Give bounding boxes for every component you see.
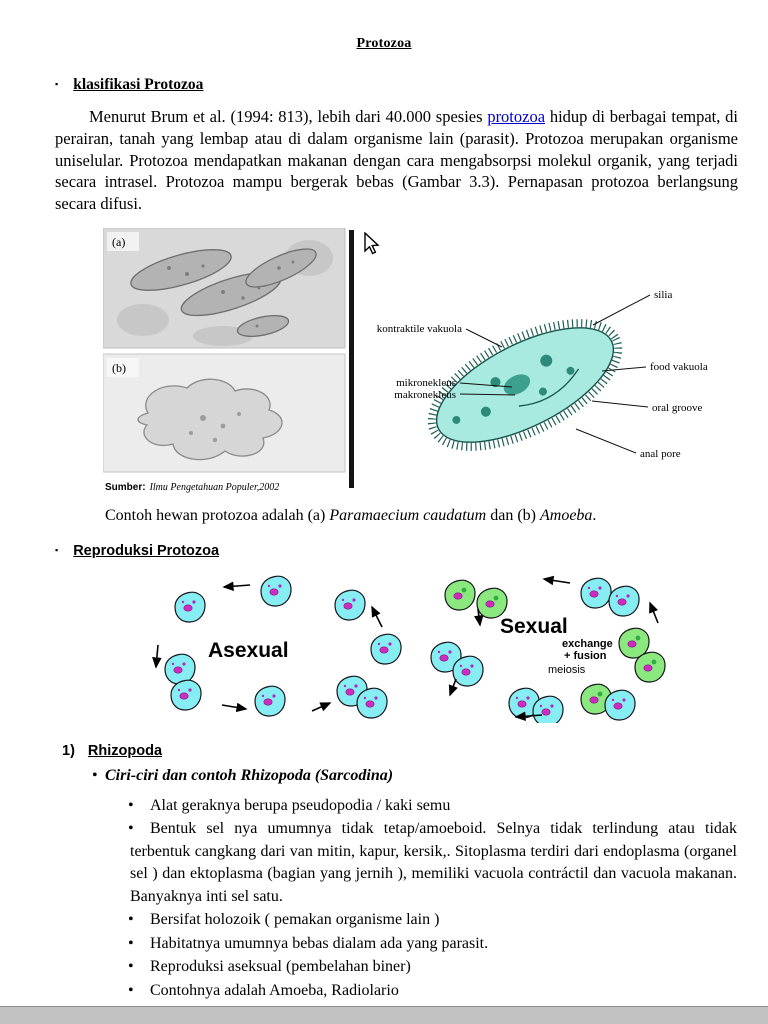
- dot-bullet-icon: •: [128, 911, 134, 929]
- micrograph-figure: [103, 228, 351, 496]
- page-bottom-edge: [0, 1006, 768, 1024]
- list-item-5: [130, 956, 737, 979]
- panel-a-label: (a): [112, 234, 126, 249]
- figure-source: [105, 482, 279, 493]
- heading-reproduksi-text: Reproduksi Protozoa: [73, 542, 220, 559]
- paragraph-text-after: hidup di berbagai tempat, di perairan, tanah yang lembap atau di dalam organisme lain (parasit). Protozoa merupakan organisme uniselular. Protozoa mendapatkan makanan dengan cara mengabsorpsi molekul organik, yang terjadi secara intrasel. Protozoa mampu bergerak bebas (Gambar 3.3). Pernapasan protozoa berlangsung secara difusi.: [55, 107, 738, 214]
- dot-bullet-icon: •: [128, 981, 134, 999]
- caption-text: Contoh hewan protozoa adalah (a): [105, 506, 330, 524]
- figure-caption: [105, 507, 738, 525]
- dot-bullet-icon: •: [128, 820, 134, 838]
- fusion-label: + fusion: [564, 649, 607, 662]
- asexual-cycle: [156, 576, 401, 718]
- list-item-3-text: Bersifat holozoik ( pemakan organisme lain ): [150, 911, 440, 929]
- dot-bullet-icon: •: [128, 958, 134, 976]
- paragraph-text-before: Menurut Brum et al. (1994: 813), lebih dari 40.000 spesies: [89, 107, 488, 126]
- square-bullet-icon: ▪: [55, 79, 59, 89]
- figure-source-text: Ilmu Pengetahuan Populer,2002: [149, 481, 280, 493]
- list-item-1-text: Alat geraknya berupa pseudopodia / kaki semu: [150, 796, 451, 814]
- panel-b-label: (b): [112, 360, 126, 375]
- ciri-ciri-text: Ciri-ciri dan contoh Rhizopoda (Sarcodina): [105, 766, 394, 784]
- dot-bullet-icon: •: [92, 766, 98, 784]
- rhizopoda-heading-text: Rhizopoda: [87, 742, 163, 759]
- mouse-cursor: [362, 232, 380, 256]
- caption-text-end: .: [592, 506, 597, 524]
- label-makronekleus: makronekleus: [394, 388, 456, 401]
- page-title: Protozoa: [356, 36, 412, 51]
- list-item-1: [130, 795, 737, 818]
- heading-reproduksi: [55, 543, 768, 559]
- rhizopoda-characteristics-list: [0, 795, 737, 1003]
- label-kontraktile-vakuola: kontraktile vakuola: [376, 322, 462, 335]
- heading-klasifikasi-text: klasifikasi Protozoa: [73, 76, 204, 93]
- caption-species-1: Paramaecium caudatum: [329, 506, 487, 524]
- label-oral-groove: oral groove: [652, 401, 703, 414]
- dot-bullet-icon: •: [128, 934, 134, 952]
- meiosis-label: meiosis: [548, 663, 586, 676]
- protozoa-link[interactable]: protozoa: [487, 107, 546, 126]
- sexual-label: Sexual: [500, 614, 568, 638]
- dot-bullet-icon: •: [128, 796, 134, 814]
- rhizopoda-number: 1): [62, 742, 75, 759]
- list-item-3: [130, 909, 737, 932]
- heading-klasifikasi: [55, 76, 768, 94]
- klasifikasi-paragraph: [55, 106, 738, 215]
- list-item-4-text: Habitatnya umumnya bebas dialam ada yang parasit.: [150, 934, 489, 952]
- list-item-6-text: Contohnya adalah Amoeba, Radiolario: [150, 981, 399, 999]
- heading-ciri-ciri: [92, 766, 738, 785]
- sexual-cycle: [431, 578, 665, 723]
- figure-reproduction-cycles: [112, 571, 768, 723]
- reproduction-cycle-illustration: [112, 571, 672, 723]
- list-item-5-text: Reproduksi aseksual (pembelahan biner): [150, 958, 411, 976]
- caption-text-mid: dan (b): [486, 506, 540, 524]
- label-mikronekleus: mikronekleus: [396, 376, 456, 389]
- list-item-2-text: Bentuk sel nya umumnya tidak tetap/amoeboid. Selnya tidak terlindung atau tidak terbentuk cangkang dari van mitin, kapur, kersik,. Sitoplasma terdiri dari endoplasma (organel sel ) dan ektoplasma (bagian yang jernih ), memiliki vacuola contráctil dan vacuola makanan. Banyaknya inti sel satu.: [130, 820, 737, 905]
- figure-source-prefix: Sumber:: [105, 481, 146, 493]
- list-item-6: [130, 980, 737, 1003]
- caption-species-2: Amoeba: [539, 506, 593, 524]
- figure-protozoa: [0, 228, 768, 498]
- asexual-label: Asexual: [208, 638, 289, 662]
- square-bullet-icon: ▪: [55, 544, 59, 555]
- label-silia: silia: [654, 288, 673, 301]
- list-item-4: [130, 933, 737, 956]
- exchange-label: exchange: [562, 637, 613, 650]
- paramecium-diagram: [350, 273, 715, 493]
- label-food-vakuola: food vakuola: [650, 360, 708, 373]
- label-anal-pore: anal pore: [640, 447, 681, 460]
- heading-rhizopoda: [62, 743, 768, 759]
- list-item-2: [130, 818, 737, 908]
